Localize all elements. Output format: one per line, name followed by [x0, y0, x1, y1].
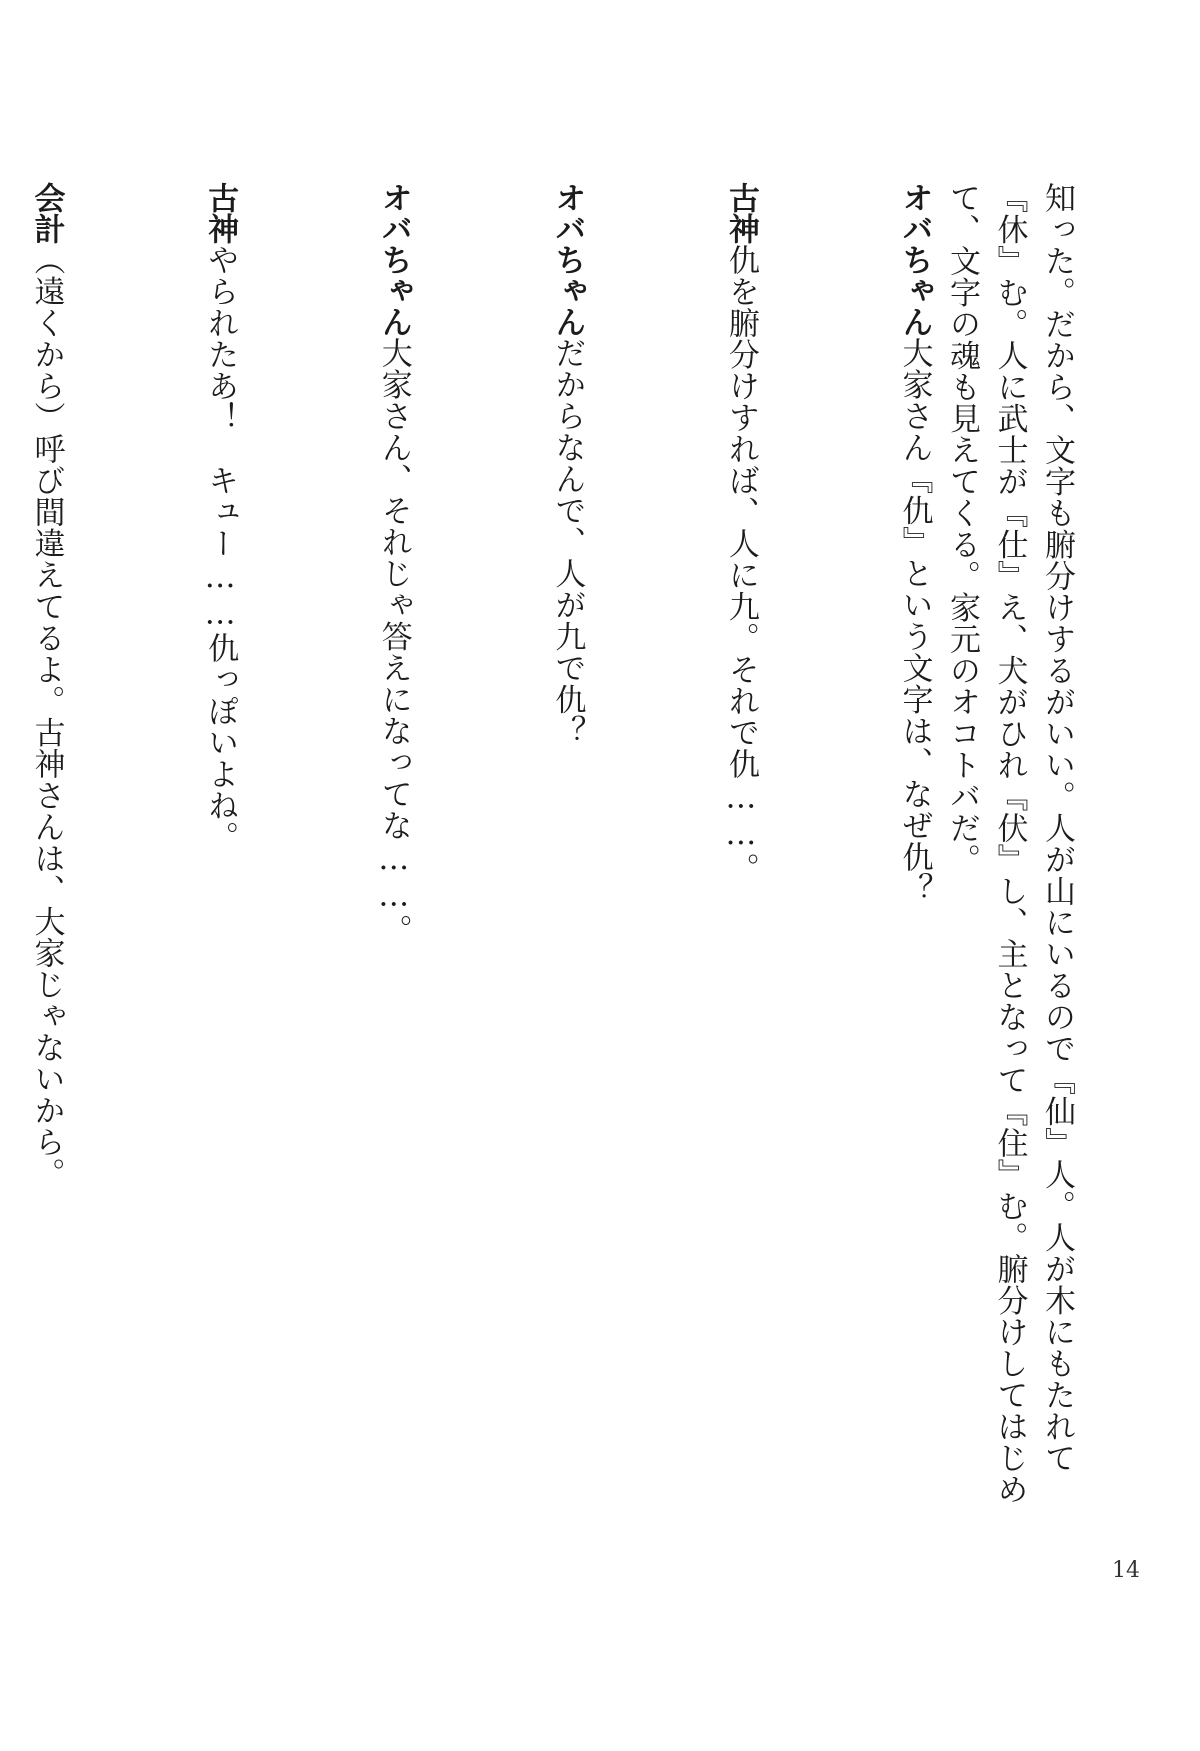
speaker-name: 古神 — [722, 182, 759, 244]
page-number: 14 — [1112, 1558, 1140, 1583]
script-line — [985, 182, 1033, 1612]
speaker-name: オバちゃん — [549, 182, 586, 337]
dialogue-line — [0, 182, 70, 1612]
script-line — [1033, 182, 1081, 1612]
speech-text: て、文字の魂も見えてくる。家元のオコトバだ。 — [944, 182, 980, 875]
dialogue-line — [417, 182, 591, 1612]
speech-text: 大家さん『仇』という文字は、なぜ仇？ — [896, 337, 933, 904]
dialogue-line — [764, 182, 938, 1612]
speaker-name: 古神 — [202, 182, 239, 244]
speech-text: だからなんで、人が九で仇？ — [549, 337, 586, 747]
speech-text: 知った。だから、文字も腑分けするがいい。人が山にいるので『仙』人。人が木にもたれて — [1039, 182, 1075, 1474]
dialogue-line — [590, 182, 764, 1612]
speech-text: 『休』む。人に武士が『仕』え、犬がひれ『伏』し、主となって『住』む。腑分けしてはじめ — [991, 182, 1028, 1505]
speaker-name: オバちゃん — [896, 182, 933, 337]
speech-text: 仇を腑分けすれば、人に九。それで仇……。 — [722, 244, 759, 884]
dialogue-line — [243, 182, 417, 1612]
speech-text: やられたあ！ キュー……仇っぽいよね。 — [202, 244, 239, 853]
dialogue-line — [70, 182, 244, 1612]
script-body — [28, 182, 1080, 1612]
speaker-name: オバちゃん — [375, 182, 412, 337]
script-line — [938, 182, 986, 1612]
speaker-name: 会計 — [28, 182, 65, 244]
speech-text: （遠くから）呼び間違えてるよ。古神さんは、大家じゃないから。 — [28, 244, 65, 1189]
speech-text: 大家さん、それじゃ答えになってな……。 — [375, 337, 412, 946]
